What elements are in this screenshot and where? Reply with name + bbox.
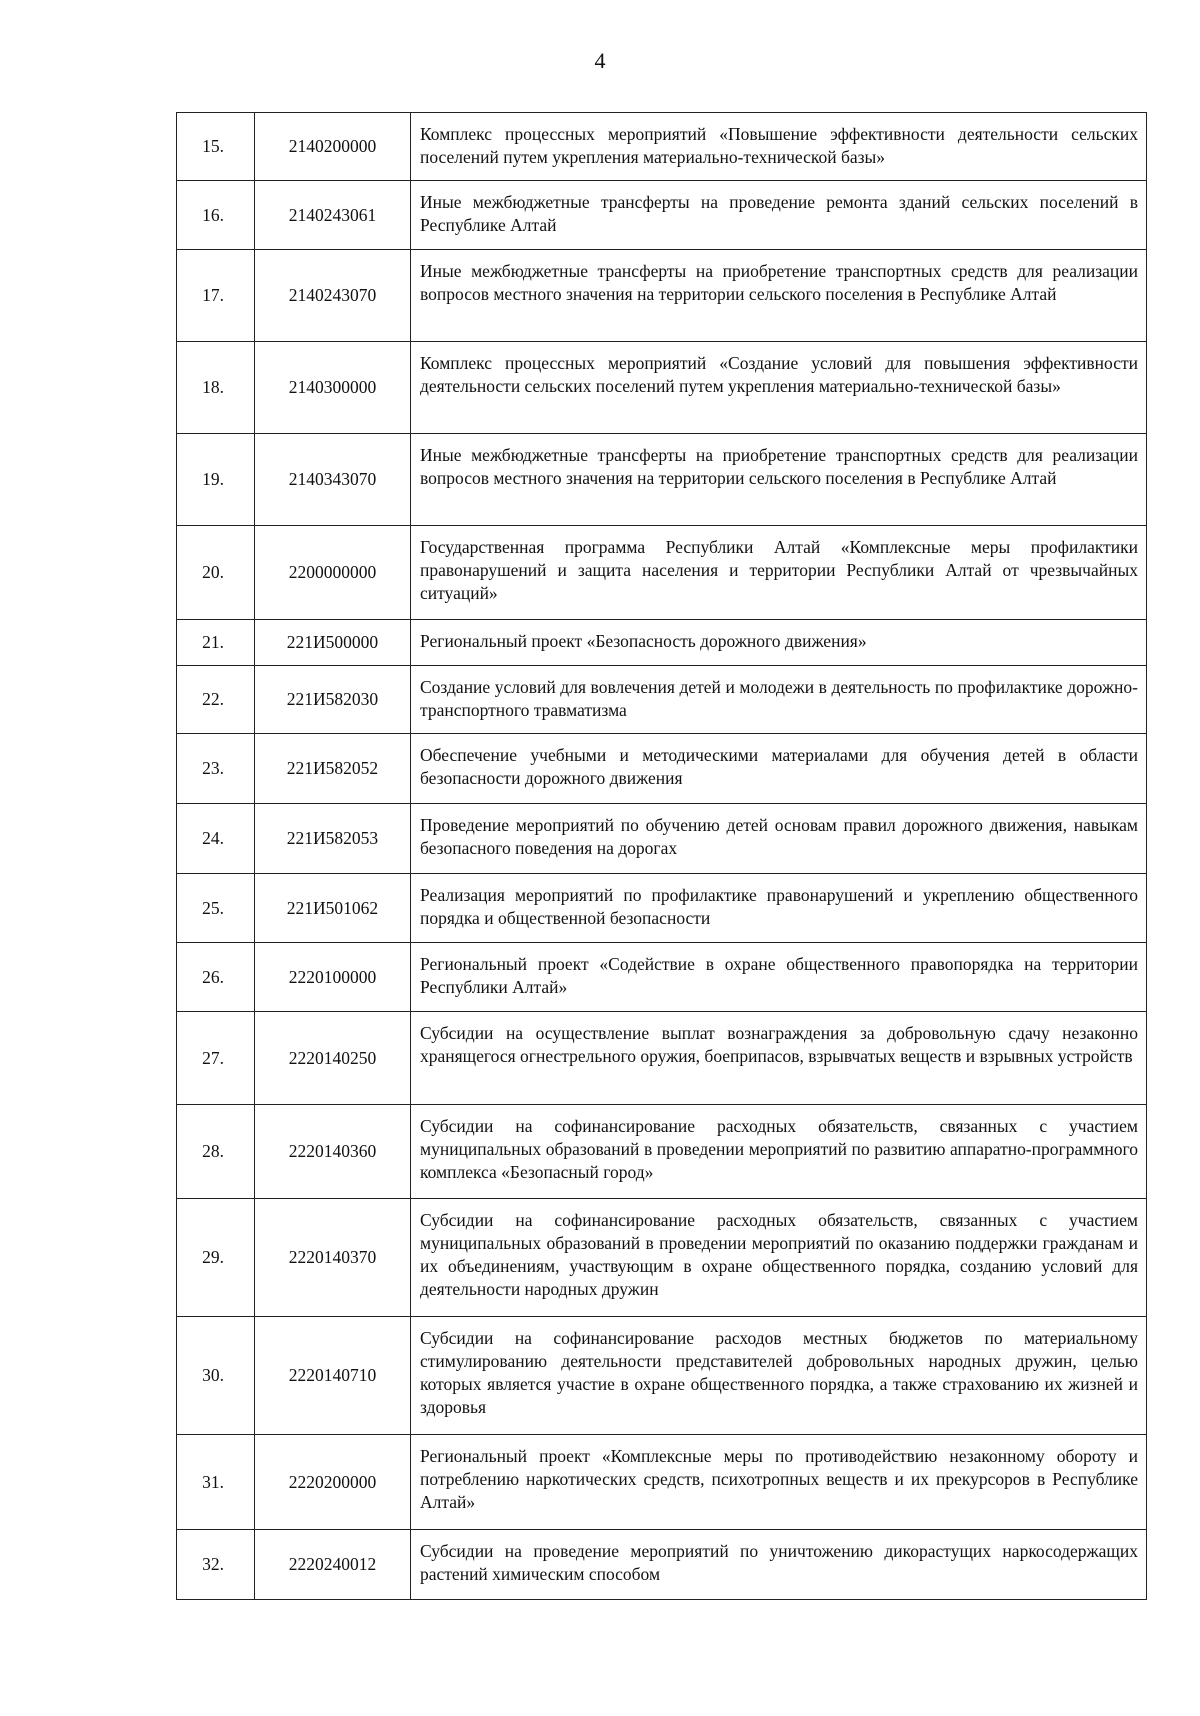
row-description: Иные межбюджетные трансферты на проведение ремонта зданий сельских поселений в Республике Алтай (411, 181, 1147, 250)
row-number: 32. (177, 1530, 255, 1600)
budget-code: 2140300000 (255, 342, 411, 434)
row-number: 26. (177, 943, 255, 1012)
row-number: 24. (177, 804, 255, 874)
table-row (177, 342, 1147, 434)
table-row (177, 113, 1147, 181)
budget-code: 2140343070 (255, 434, 411, 526)
row-description: Субсидии на осуществление выплат вознаграждения за добровольную сдачу незаконно хранящегося огнестрельного оружия, боеприпасов, взрывчатых веществ и взрывных устройств (411, 1012, 1147, 1105)
table-row (177, 1530, 1147, 1600)
row-description: Обеспечение учебными и методическими материалами для обучения детей в области безопасности дорожного движения (411, 734, 1147, 804)
row-number: 27. (177, 1012, 255, 1105)
row-number: 18. (177, 342, 255, 434)
row-description: Государственная программа Республики Алтай «Комплексные меры профилактики правонарушений и защита населения и территории Республики Алтай от чрезвычайных ситуаций» (411, 526, 1147, 620)
row-description: Комплекс процессных мероприятий «Создание условий для повышения эффективности деятельности сельских поселений путем укрепления материально-технической базы» (411, 342, 1147, 434)
table-row (177, 181, 1147, 250)
table-row (177, 1435, 1147, 1530)
budget-code: 2140200000 (255, 113, 411, 181)
budget-code: 2140243061 (255, 181, 411, 250)
budget-code: 2220140250 (255, 1012, 411, 1105)
budget-code: 2220140710 (255, 1317, 411, 1435)
row-number: 19. (177, 434, 255, 526)
table-row (177, 434, 1147, 526)
table-row (177, 250, 1147, 342)
table-row (177, 526, 1147, 620)
budget-codes-table (176, 112, 1147, 1600)
row-description: Региональный проект «Безопасность дорожного движения» (411, 620, 1147, 666)
row-description: Региональный проект «Комплексные меры по противодействию незаконному обороту и потреблению наркотических средств, психотропных веществ и их прекурсоров в Республике Алтай» (411, 1435, 1147, 1530)
row-number: 30. (177, 1317, 255, 1435)
row-number: 16. (177, 181, 255, 250)
row-description: Создание условий для вовлечения детей и молодежи в деятельность по профилактике дорожно-транспортного травматизма (411, 666, 1147, 734)
row-number: 21. (177, 620, 255, 666)
budget-code: 2140243070 (255, 250, 411, 342)
budget-code: 221И500000 (255, 620, 411, 666)
row-number: 20. (177, 526, 255, 620)
row-description: Субсидии на софинансирование расходных обязательств, связанных с участием муниципальных образований в проведении мероприятий по развитию аппаратно-программного комплекса «Безопасный город» (411, 1105, 1147, 1199)
row-number: 23. (177, 734, 255, 804)
budget-code: 221И501062 (255, 874, 411, 943)
table-row (177, 804, 1147, 874)
page-number: 4 (594, 48, 606, 73)
budget-code: 2220200000 (255, 1435, 411, 1530)
budget-code: 2220100000 (255, 943, 411, 1012)
table-row (177, 734, 1147, 804)
row-description: Региональный проект «Содействие в охране общественного правопорядка на территории Республики Алтай» (411, 943, 1147, 1012)
table-row (177, 666, 1147, 734)
budget-code: 221И582030 (255, 666, 411, 734)
table-row (177, 620, 1147, 666)
table-row (177, 1199, 1147, 1317)
row-description: Субсидии на софинансирование расходных обязательств, связанных с участием муниципальных образований в проведении мероприятий по оказанию поддержки гражданам и их объединениям, участвующим в охране общественного порядка, созданию условий для деятельности народных дружин (411, 1199, 1147, 1317)
budget-code: 221И582053 (255, 804, 411, 874)
budget-code: 2220240012 (255, 1530, 411, 1600)
table-row (177, 874, 1147, 943)
row-number: 22. (177, 666, 255, 734)
budget-code: 221И582052 (255, 734, 411, 804)
budget-code: 2200000000 (255, 526, 411, 620)
row-description: Иные межбюджетные трансферты на приобретение транспортных средств для реализации вопросов местного значения на территории сельского поселения в Республике Алтай (411, 434, 1147, 526)
row-description: Реализация мероприятий по профилактике правонарушений и укреплению общественного порядка и общественной безопасности (411, 874, 1147, 943)
row-description: Субсидии на проведение мероприятий по уничтожению дикорастущих наркосодержащих растений химическим способом (411, 1530, 1147, 1600)
table-body (177, 113, 1147, 1600)
row-description: Иные межбюджетные трансферты на приобретение транспортных средств для реализации вопросов местного значения на территории сельского поселения в Республике Алтай (411, 250, 1147, 342)
row-description: Комплекс процессных мероприятий «Повышение эффективности деятельности сельских поселений путем укрепления материально-технической базы» (411, 113, 1147, 181)
row-number: 28. (177, 1105, 255, 1199)
table-row (177, 943, 1147, 1012)
budget-code: 2220140360 (255, 1105, 411, 1199)
row-number: 29. (177, 1199, 255, 1317)
row-number: 31. (177, 1435, 255, 1530)
row-number: 17. (177, 250, 255, 342)
table-row (177, 1317, 1147, 1435)
budget-code: 2220140370 (255, 1199, 411, 1317)
table-row (177, 1105, 1147, 1199)
row-number: 15. (177, 113, 255, 181)
table-row (177, 1012, 1147, 1105)
row-description: Субсидии на софинансирование расходов местных бюджетов по материальному стимулированию деятельности представителей добровольных народных дружин, целью которых является участие в охране общественного порядка, а также страхованию их жизней и здоровья (411, 1317, 1147, 1435)
row-description: Проведение мероприятий по обучению детей основам правил дорожного движения, навыкам безопасного поведения на дорогах (411, 804, 1147, 874)
row-number: 25. (177, 874, 255, 943)
